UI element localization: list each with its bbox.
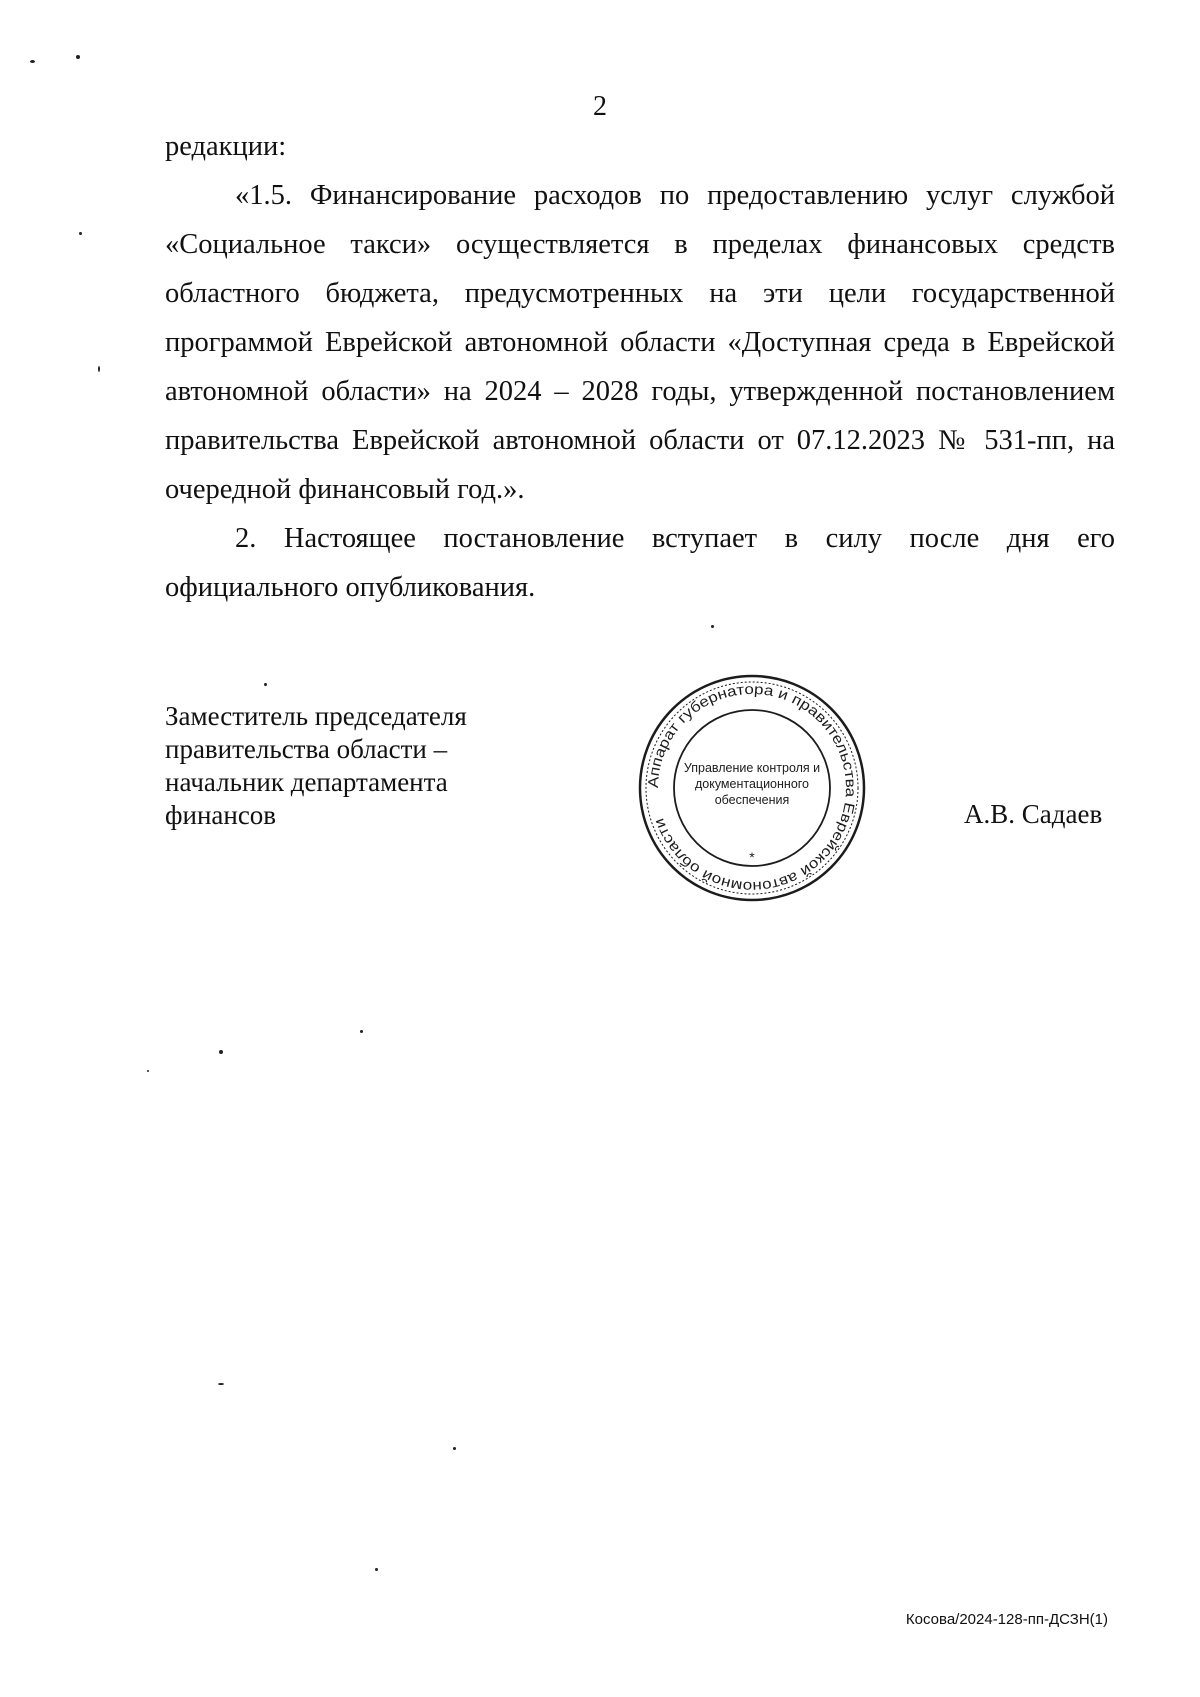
stamp-inner-line: обеспечения <box>714 793 790 807</box>
document-footer-code: Косова/2024-128-пп-ДСЗН(1) <box>905 1611 1108 1628</box>
stamp-inner-line: документационного <box>694 777 810 791</box>
scan-speck <box>218 1383 224 1385</box>
scan-speck <box>147 1070 149 1072</box>
signer-name: А.В. Садаев <box>964 799 1103 829</box>
signatory-position <box>165 700 545 832</box>
signatory-position-line: Заместитель председателя <box>165 701 467 731</box>
document-body <box>165 122 1115 612</box>
scan-speck <box>76 55 80 59</box>
official-stamp <box>636 672 868 904</box>
page-number: 2 <box>593 91 607 122</box>
scan-speck <box>30 60 35 63</box>
scan-speck <box>375 1568 378 1571</box>
stamp-star-icon: * <box>749 849 755 865</box>
signatory-position-line: финансов <box>165 800 277 830</box>
scan-speck <box>453 1447 456 1450</box>
signatory-position-line: начальник департамента <box>165 767 448 797</box>
stamp-inner-line: Управление контроля и <box>683 761 821 775</box>
stamp-outer-text-path: Аппарат губернатора и правительства Еврейской автономной области <box>645 681 859 895</box>
intro-paragraph: редакции: <box>165 131 287 162</box>
scan-speck <box>219 1050 223 1054</box>
signatory-position-line: правительства области – <box>165 734 448 764</box>
scan-speck <box>79 232 82 235</box>
scan-speck <box>711 625 714 628</box>
scan-speck <box>360 1030 363 1033</box>
clause-2-paragraph: 2. Настоящее постановление вступает в силу после дня его официального опубликования. <box>165 523 1115 603</box>
scan-speck <box>98 366 100 372</box>
scan-speck <box>264 683 267 686</box>
clause-1-5-paragraph: «1.5. Финансирование расходов по предоставлению услуг службой «Социальное такси» осуществляется в пределах финансовых средств областного бюджета, предусмотренных на эти цели государственной программой Еврейской автономной области «Доступная среда в Еврейской автономной области» на 2024 – 2028 годы, утвержденной постановлением правительства Еврейской автономной области от 07.12.2023 № 531-пп, на очередной финансовый год.». <box>165 180 1115 505</box>
